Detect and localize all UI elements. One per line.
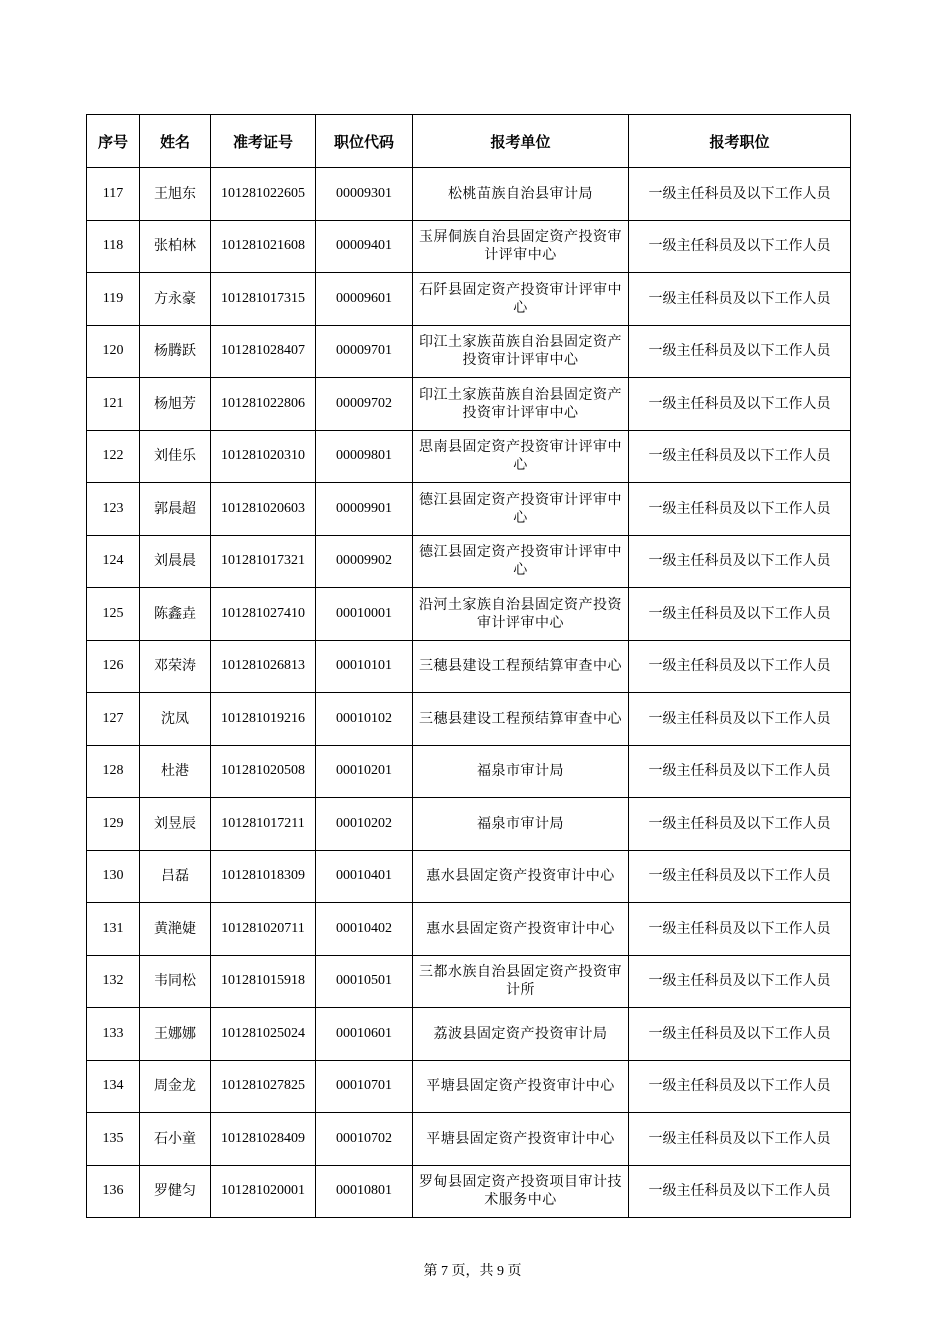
position-cell: 一级主任科员及以下工作人员 (629, 535, 851, 588)
position-cell: 一级主任科员及以下工作人员 (629, 850, 851, 903)
table-row (87, 588, 851, 641)
serial-cell: 118 (87, 220, 140, 273)
table-row (87, 1008, 851, 1061)
name-cell: 吕磊 (140, 850, 211, 903)
header-name: 姓名 (140, 115, 211, 168)
unit-cell: 三都水族自治县固定资产投资审计所 (413, 955, 629, 1008)
exam-id-cell: 101281021608 (211, 220, 316, 273)
table-row (87, 955, 851, 1008)
header-position-code: 职位代码 (316, 115, 413, 168)
position-cell: 一级主任科员及以下工作人员 (629, 1113, 851, 1166)
unit-cell: 印江土家族苗族自治县固定资产投资审计评审中心 (413, 378, 629, 431)
unit-cell: 罗甸县固定资产投资项目审计技术服务中心 (413, 1165, 629, 1218)
name-cell: 黄滟婕 (140, 903, 211, 956)
serial-cell: 126 (87, 640, 140, 693)
position-code-cell: 00009601 (316, 273, 413, 326)
position-code-cell: 00010801 (316, 1165, 413, 1218)
name-cell: 刘佳乐 (140, 430, 211, 483)
table-row (87, 640, 851, 693)
position-cell: 一级主任科员及以下工作人员 (629, 378, 851, 431)
position-cell: 一级主任科员及以下工作人员 (629, 1008, 851, 1061)
table-row (87, 430, 851, 483)
position-code-cell: 00010102 (316, 693, 413, 746)
position-code-cell: 00010401 (316, 850, 413, 903)
name-cell: 杨腾跃 (140, 325, 211, 378)
serial-cell: 122 (87, 430, 140, 483)
name-cell: 郭晨超 (140, 483, 211, 536)
serial-cell: 129 (87, 798, 140, 851)
exam-id-cell: 101281025024 (211, 1008, 316, 1061)
serial-cell: 128 (87, 745, 140, 798)
unit-cell: 福泉市审计局 (413, 745, 629, 798)
position-code-cell: 00009401 (316, 220, 413, 273)
position-cell: 一级主任科员及以下工作人员 (629, 903, 851, 956)
header-position: 报考职位 (629, 115, 851, 168)
position-code-cell: 00009902 (316, 535, 413, 588)
position-code-cell: 00010201 (316, 745, 413, 798)
serial-cell: 131 (87, 903, 140, 956)
unit-cell: 松桃苗族自治县审计局 (413, 168, 629, 221)
unit-cell: 玉屏侗族自治县固定资产投资审计评审中心 (413, 220, 629, 273)
position-code-cell: 00010402 (316, 903, 413, 956)
table-row (87, 903, 851, 956)
position-cell: 一级主任科员及以下工作人员 (629, 745, 851, 798)
unit-cell: 德江县固定资产投资审计评审中心 (413, 483, 629, 536)
position-cell: 一级主任科员及以下工作人员 (629, 220, 851, 273)
unit-cell: 荔波县固定资产投资审计局 (413, 1008, 629, 1061)
exam-id-cell: 101281027825 (211, 1060, 316, 1113)
table-body (87, 168, 851, 1218)
table-header (87, 115, 851, 168)
exam-id-cell: 101281015918 (211, 955, 316, 1008)
unit-cell: 福泉市审计局 (413, 798, 629, 851)
table-row (87, 325, 851, 378)
exam-id-cell: 101281020310 (211, 430, 316, 483)
exam-id-cell: 101281018309 (211, 850, 316, 903)
unit-cell: 思南县固定资产投资审计评审中心 (413, 430, 629, 483)
position-code-cell: 00009702 (316, 378, 413, 431)
exam-id-cell: 101281017211 (211, 798, 316, 851)
table-row (87, 378, 851, 431)
name-cell: 王旭东 (140, 168, 211, 221)
exam-id-cell: 101281019216 (211, 693, 316, 746)
header-row (87, 115, 851, 168)
exam-id-cell: 101281022806 (211, 378, 316, 431)
exam-id-cell: 101281017315 (211, 273, 316, 326)
table-row (87, 1060, 851, 1113)
table-row (87, 273, 851, 326)
position-cell: 一级主任科员及以下工作人员 (629, 693, 851, 746)
name-cell: 罗健匀 (140, 1165, 211, 1218)
position-code-cell: 00009801 (316, 430, 413, 483)
position-code-cell: 00009901 (316, 483, 413, 536)
exam-id-cell: 101281028407 (211, 325, 316, 378)
position-cell: 一级主任科员及以下工作人员 (629, 1060, 851, 1113)
serial-cell: 133 (87, 1008, 140, 1061)
unit-cell: 平塘县固定资产投资审计中心 (413, 1113, 629, 1166)
name-cell: 沈凤 (140, 693, 211, 746)
name-cell: 张柏林 (140, 220, 211, 273)
name-cell: 王娜娜 (140, 1008, 211, 1061)
name-cell: 杜港 (140, 745, 211, 798)
table-row (87, 798, 851, 851)
exam-id-cell: 101281017321 (211, 535, 316, 588)
unit-cell: 平塘县固定资产投资审计中心 (413, 1060, 629, 1113)
exam-id-cell: 101281020711 (211, 903, 316, 956)
unit-cell: 三穗县建设工程预结算审查中心 (413, 693, 629, 746)
name-cell: 杨旭芳 (140, 378, 211, 431)
position-cell: 一级主任科员及以下工作人员 (629, 273, 851, 326)
position-cell: 一级主任科员及以下工作人员 (629, 955, 851, 1008)
exam-id-cell: 101281020508 (211, 745, 316, 798)
name-cell: 刘晨晨 (140, 535, 211, 588)
table-row (87, 535, 851, 588)
name-cell: 陈鑫垚 (140, 588, 211, 641)
position-code-cell: 00010702 (316, 1113, 413, 1166)
position-code-cell: 00009701 (316, 325, 413, 378)
unit-cell: 德江县固定资产投资审计评审中心 (413, 535, 629, 588)
unit-cell: 三穗县建设工程预结算审查中心 (413, 640, 629, 693)
unit-cell: 沿河土家族自治县固定资产投资审计评审中心 (413, 588, 629, 641)
position-cell: 一级主任科员及以下工作人员 (629, 168, 851, 221)
serial-cell: 130 (87, 850, 140, 903)
position-cell: 一级主任科员及以下工作人员 (629, 430, 851, 483)
position-cell: 一级主任科员及以下工作人员 (629, 483, 851, 536)
unit-cell: 惠水县固定资产投资审计中心 (413, 903, 629, 956)
exam-id-cell: 101281028409 (211, 1113, 316, 1166)
position-code-cell: 00010701 (316, 1060, 413, 1113)
serial-cell: 120 (87, 325, 140, 378)
serial-cell: 117 (87, 168, 140, 221)
serial-cell: 135 (87, 1113, 140, 1166)
header-serial: 序号 (87, 115, 140, 168)
exam-id-cell: 101281020001 (211, 1165, 316, 1218)
table-row (87, 693, 851, 746)
table-row (87, 1165, 851, 1218)
page-footer: 第 7 页，共 9 页 (423, 1264, 522, 1279)
position-cell: 一级主任科员及以下工作人员 (629, 1165, 851, 1218)
position-code-cell: 00010501 (316, 955, 413, 1008)
table-row (87, 168, 851, 221)
position-cell: 一级主任科员及以下工作人员 (629, 325, 851, 378)
header-exam-id: 准考证号 (211, 115, 316, 168)
unit-cell: 印江土家族苗族自治县固定资产投资审计评审中心 (413, 325, 629, 378)
serial-cell: 132 (87, 955, 140, 1008)
position-cell: 一级主任科员及以下工作人员 (629, 640, 851, 693)
serial-cell: 123 (87, 483, 140, 536)
unit-cell: 石阡县固定资产投资审计评审中心 (413, 273, 629, 326)
position-cell: 一级主任科员及以下工作人员 (629, 798, 851, 851)
unit-cell: 惠水县固定资产投资审计中心 (413, 850, 629, 903)
serial-cell: 124 (87, 535, 140, 588)
exam-id-cell: 101281027410 (211, 588, 316, 641)
serial-cell: 121 (87, 378, 140, 431)
serial-cell: 125 (87, 588, 140, 641)
table-row (87, 483, 851, 536)
serial-cell: 127 (87, 693, 140, 746)
position-code-cell: 00010101 (316, 640, 413, 693)
serial-cell: 136 (87, 1165, 140, 1218)
name-cell: 周金龙 (140, 1060, 211, 1113)
name-cell: 刘昱辰 (140, 798, 211, 851)
name-cell: 石小童 (140, 1113, 211, 1166)
table-row (87, 850, 851, 903)
name-cell: 邓荣涛 (140, 640, 211, 693)
serial-cell: 119 (87, 273, 140, 326)
position-cell: 一级主任科员及以下工作人员 (629, 588, 851, 641)
header-unit: 报考单位 (413, 115, 629, 168)
table-row (87, 220, 851, 273)
position-code-cell: 00010001 (316, 588, 413, 641)
position-code-cell: 00009301 (316, 168, 413, 221)
table-row (87, 1113, 851, 1166)
name-cell: 韦同松 (140, 955, 211, 1008)
name-cell: 方永豪 (140, 273, 211, 326)
serial-cell: 134 (87, 1060, 140, 1113)
position-code-cell: 00010202 (316, 798, 413, 851)
exam-id-cell: 101281026813 (211, 640, 316, 693)
exam-id-cell: 101281020603 (211, 483, 316, 536)
candidate-table (86, 114, 851, 1218)
position-code-cell: 00010601 (316, 1008, 413, 1061)
exam-id-cell: 101281022605 (211, 168, 316, 221)
table-row (87, 745, 851, 798)
